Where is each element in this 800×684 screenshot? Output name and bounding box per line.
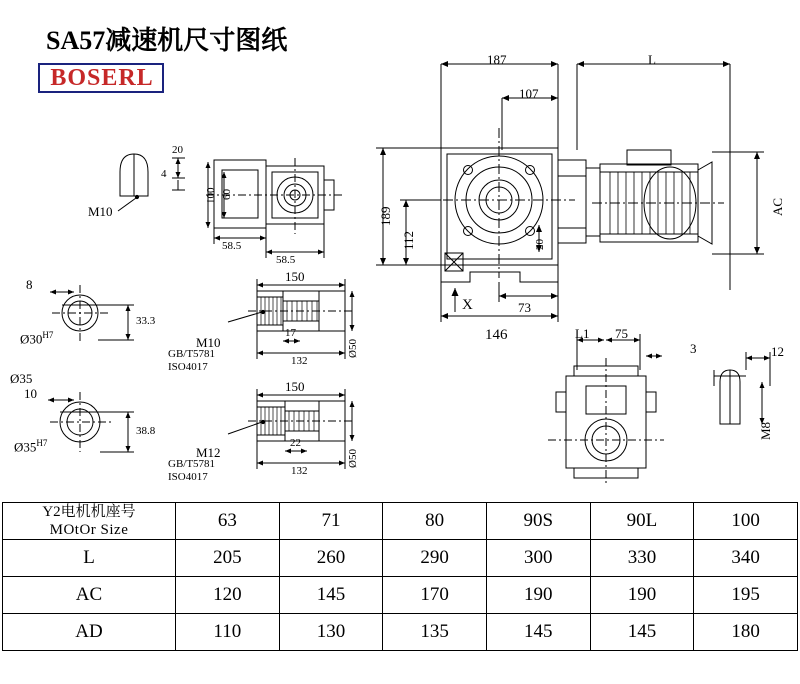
label-m10-bolt: M10 <box>196 335 221 350</box>
label-d30 <box>20 330 53 347</box>
table-row-label: AC <box>3 577 176 614</box>
dia-35-text: Ø35 <box>14 439 37 455</box>
table-cell: 145 <box>486 614 590 651</box>
label-d35-plain: Ø35 <box>10 371 33 386</box>
table-cell: 100 <box>694 503 798 540</box>
table-row <box>3 577 798 614</box>
dim-AC-right: AC <box>770 197 785 216</box>
table-cell: 110 <box>176 614 280 651</box>
table-cell: 71 <box>279 503 383 540</box>
brand-logo: BOSERL <box>50 65 154 91</box>
label-m12-bolt: M12 <box>196 445 221 460</box>
table-header-label <box>3 503 176 540</box>
dim-22: 22 <box>290 437 301 449</box>
dim-38-8: 38.8 <box>136 425 156 437</box>
dim-132-a: 132 <box>291 355 308 367</box>
dim-73: 73 <box>518 300 531 315</box>
dim-58-5-b: 58.5 <box>276 254 296 266</box>
label-iso4017-b: ISO4017 <box>168 471 208 483</box>
dim-20-rot: 20 <box>534 239 546 250</box>
dim-189: 189 <box>378 206 393 226</box>
dim-10: 10 <box>24 386 37 401</box>
dim-146: 146 <box>485 327 508 343</box>
dim-150-b: 150 <box>285 379 305 394</box>
label-iso4017-a: ISO4017 <box>168 361 208 373</box>
table-cell: 340 <box>694 540 798 577</box>
dim-33-3: 33.3 <box>136 315 156 327</box>
dim-4: 4 <box>161 168 167 180</box>
dim-3: 3 <box>690 341 697 356</box>
table-cell: 120 <box>176 577 280 614</box>
dim-8: 8 <box>26 277 33 292</box>
dim-107: 107 <box>519 86 539 101</box>
table-cell: 145 <box>279 577 383 614</box>
label-m10-key: M10 <box>88 204 113 219</box>
dim-L-top: L <box>648 52 656 67</box>
table-header-row <box>3 503 798 540</box>
dim-60: 60 <box>221 189 233 200</box>
dim-75: 75 <box>615 326 628 341</box>
table-row <box>3 540 798 577</box>
table-cell: 190 <box>590 577 694 614</box>
table-cell: 130 <box>279 614 383 651</box>
table-cell: 90L <box>590 503 694 540</box>
dim-20-top-left: 20 <box>172 144 183 156</box>
dim-187: 187 <box>487 52 507 67</box>
table-cell: 90S <box>486 503 590 540</box>
label-m8: M8 <box>758 421 773 440</box>
table-header-label-zh: Y2电机机座号 <box>42 504 136 520</box>
table-cell: 180 <box>694 614 798 651</box>
dim-dia50-a: Ø50 <box>347 339 359 358</box>
table-cell: 145 <box>590 614 694 651</box>
table-cell: 205 <box>176 540 280 577</box>
table-cell: 135 <box>383 614 487 651</box>
dim-dia50-b: Ø50 <box>347 449 359 468</box>
table-cell: 260 <box>279 540 383 577</box>
table-cell: 330 <box>590 540 694 577</box>
dim-L1: L1 <box>575 326 590 341</box>
table-cell: 63 <box>176 503 280 540</box>
dim-112: 112 <box>401 230 416 250</box>
dim-132-b: 132 <box>291 465 308 477</box>
table-header-label-en: MOtOr Size <box>49 522 129 538</box>
table-cell: 300 <box>486 540 590 577</box>
dia-30-tol: H7 <box>42 330 54 340</box>
label-gbt5781-b: GB/T5781 <box>168 458 216 470</box>
table-cell: 170 <box>383 577 487 614</box>
table-row-label: L <box>3 540 176 577</box>
table-row-label: AD <box>3 614 176 651</box>
dim-12: 12 <box>771 344 784 359</box>
table-cell: 290 <box>383 540 487 577</box>
dia-30-text: Ø30 <box>20 331 43 347</box>
dim-17: 17 <box>285 327 296 339</box>
label-gbt5781-a: GB/T5781 <box>168 348 216 360</box>
dim-150-a: 150 <box>285 269 305 284</box>
page-title: SA57减速机尺寸图纸 <box>46 26 288 55</box>
table-row <box>3 614 798 651</box>
view-marker-x: X <box>462 297 473 313</box>
table-cell: 195 <box>694 577 798 614</box>
table-cell: 80 <box>383 503 487 540</box>
dia-35-tol: H7 <box>36 438 48 448</box>
table-cell: 190 <box>486 577 590 614</box>
dim-100: 100 <box>205 187 217 204</box>
spec-table <box>2 502 798 651</box>
dim-58-5-a: 58.5 <box>222 240 242 252</box>
label-d35 <box>14 438 47 455</box>
